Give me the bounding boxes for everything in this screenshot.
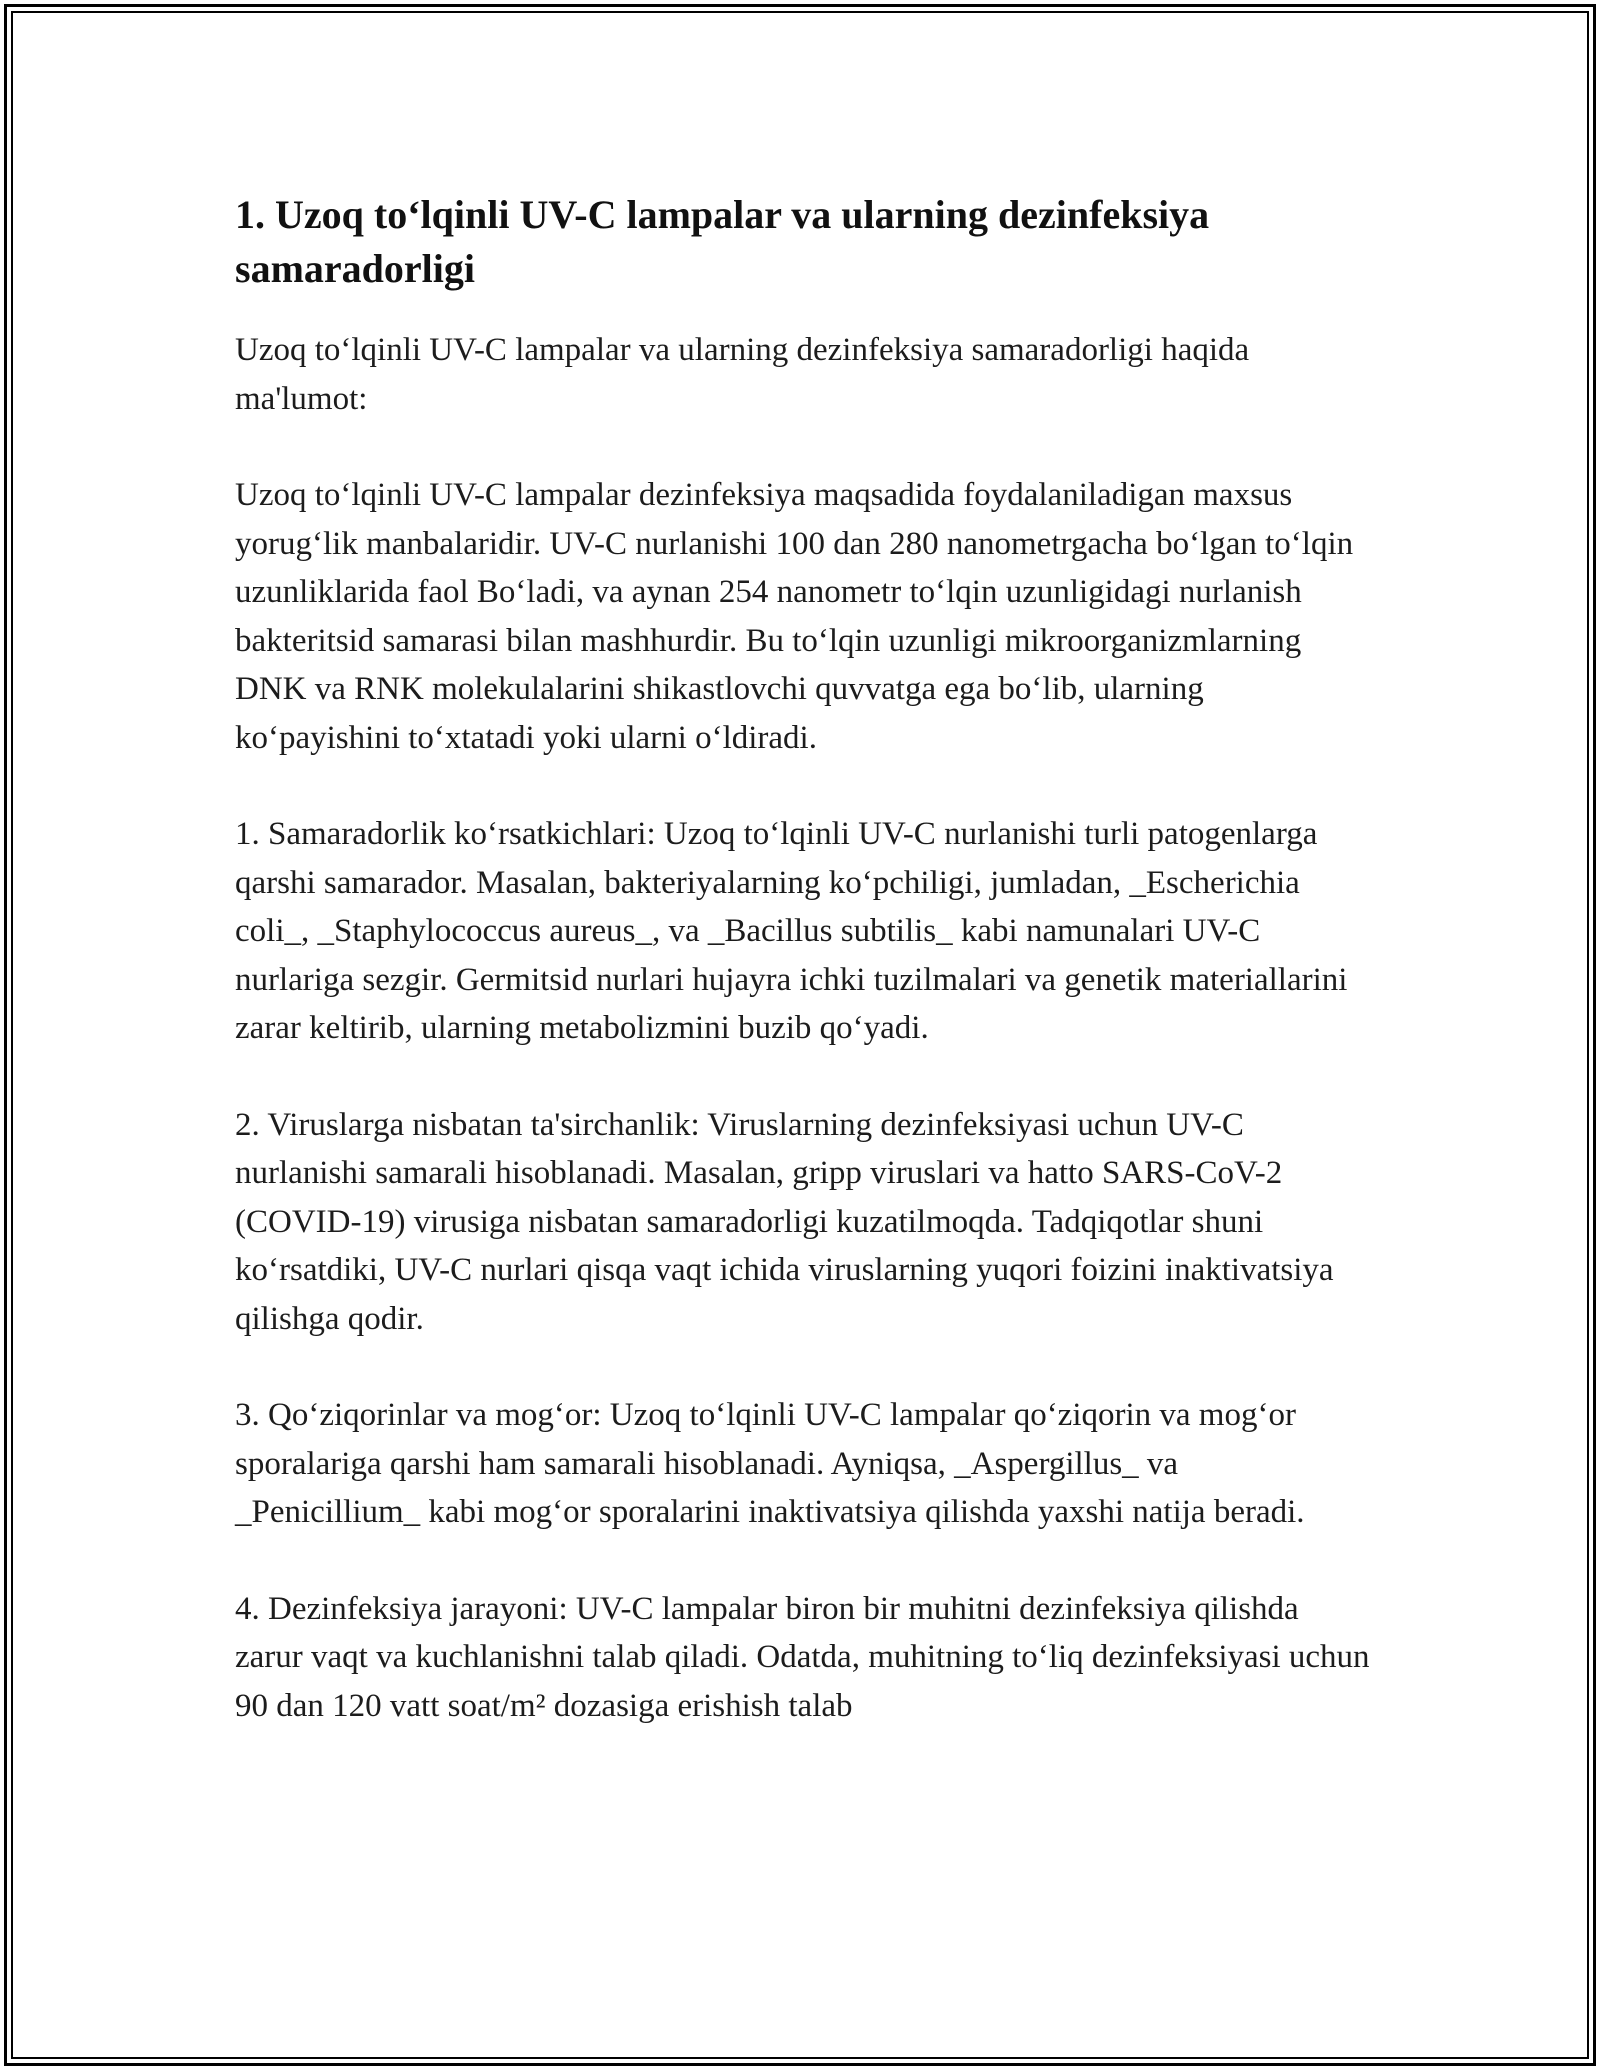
paragraph-intro: Uzoq to‘lqinli UV-C lampalar va ularning dezinfeksiya samaradorligi haqida ma'lumot: [235, 332, 1250, 417]
document-title: 1. Uzoq to‘lqinli UV-C lampalar va ularning dezinfeksiya samaradorligi [235, 192, 1210, 291]
paragraph-fungi-mold: 3. Qo‘ziqorinlar va mog‘or: Uzoq to‘lqinli UV-C lampalar qo‘ziqorin va mog‘or sporalariga qarshi ham samarali hisoblanadi. Ayniqsa, _Aspergillus_ va _Penicillium_ kabi mog‘or sporalarini inaktivatsiya qilishda yaxshi natija beradi. [235, 1397, 1305, 1530]
document-body [235, 188, 1370, 1730]
paragraph-effectiveness: 1. Samaradorlik ko‘rsatkichlari: Uzoq to‘lqinli UV-C nurlanishi turli patogenlarga qarshi samarador. Masalan, bakteriyalarning ko‘pchiligi, jumladan, _Escherichia coli_, _Staphylococcus aureus_, va _Bacillus subtilis_ kabi namunalari UV-C nurlariga sezgir. Germitsid nurlari hujayra ichki tuzilmalari va genetik materiallarini zarar keltirib, ularning metabolizmini buzib qo‘yadi. [235, 816, 1348, 1046]
paragraph-disinfection-process: 4. Dezinfeksiya jarayoni: UV-C lampalar biron bir muhitni dezinfeksiya qilishda zarur vaqt va kuchlanishni talab qiladi. Odatda, muhitning to‘liq dezinfeksiyasi uchun 90 dan 120 vatt soat/m² dozasiga erishish talab [235, 1590, 1370, 1724]
paragraph-viruses: 2. Viruslarga nisbatan ta'sirchanlik: Viruslarning dezinfeksiyasi uchun UV-C nurlanishi samarali hisoblanadi. Masalan, gripp viruslari va hatto SARS-CoV-2 (COVID-19) virusiga nisbatan samaradorligi kuzatilmoqda. Tadqiqotlar shuni ko‘rsatdiki, UV-C nurlari qisqa vaqt ichida viruslarning yuqori foizini inaktivatsiya qilishga qodir. [235, 1106, 1334, 1337]
paragraph-overview: Uzoq to‘lqinli UV-C lampalar dezinfeksiya maqsadida foydalaniladigan maxsus yorug‘lik manbalaridir. UV-C nurlanishi 100 dan 280 nanometrgacha bo‘lgan to‘lqin uzunliklarida faol Bo‘ladi, va aynan 254 nanometr to‘lqin uzunligidagi nurlanish bakteritsid samarasi bilan mashhurdir. Bu to‘lqin uzunligi mikroorganizmlarning DNK va RNK molekulalarini shikastlovchi quvvatga ega bo‘lib, ularning ko‘payishini to‘xtatadi yoki ularni o‘ldiradi. [235, 477, 1354, 756]
